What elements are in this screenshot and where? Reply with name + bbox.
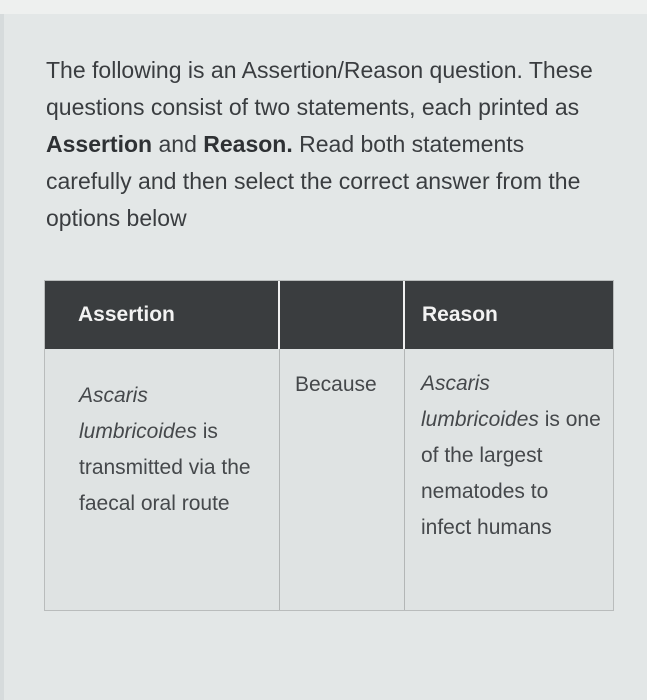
assertion-statement (79, 378, 269, 522)
reason-rest: is one of the largest nematodes to infect humans (421, 408, 601, 539)
reason-species-name: Ascaris lumbricoides (421, 372, 539, 431)
column-divider-2 (404, 349, 405, 610)
instructions-text-1: The following is an Assertion/Reason question. These questions consist of two statements, each printed as (46, 57, 593, 120)
instructions-text-2: and (152, 131, 204, 157)
table-header-row (45, 281, 613, 349)
reason-header: Reason (422, 303, 498, 326)
reason-keyword: Reason. (203, 131, 293, 157)
instructions-text-3: Read both statements carefully and then select the correct answer from the options below (46, 131, 581, 231)
top-strip (0, 0, 647, 14)
question-instructions (46, 52, 616, 237)
assertion-keyword: Assertion (46, 131, 153, 157)
assertion-header: Assertion (78, 303, 175, 326)
reason-statement (421, 366, 601, 546)
header-divider-2 (403, 281, 405, 349)
assertion-reason-table (44, 280, 614, 611)
header-divider-1 (278, 281, 280, 349)
assertion-species-name: Ascaris lumbricoides (79, 384, 197, 443)
column-divider-1 (279, 349, 280, 610)
assertion-rest: is transmitted via the faecal oral route (79, 420, 251, 515)
because-connector: Because (295, 373, 377, 396)
